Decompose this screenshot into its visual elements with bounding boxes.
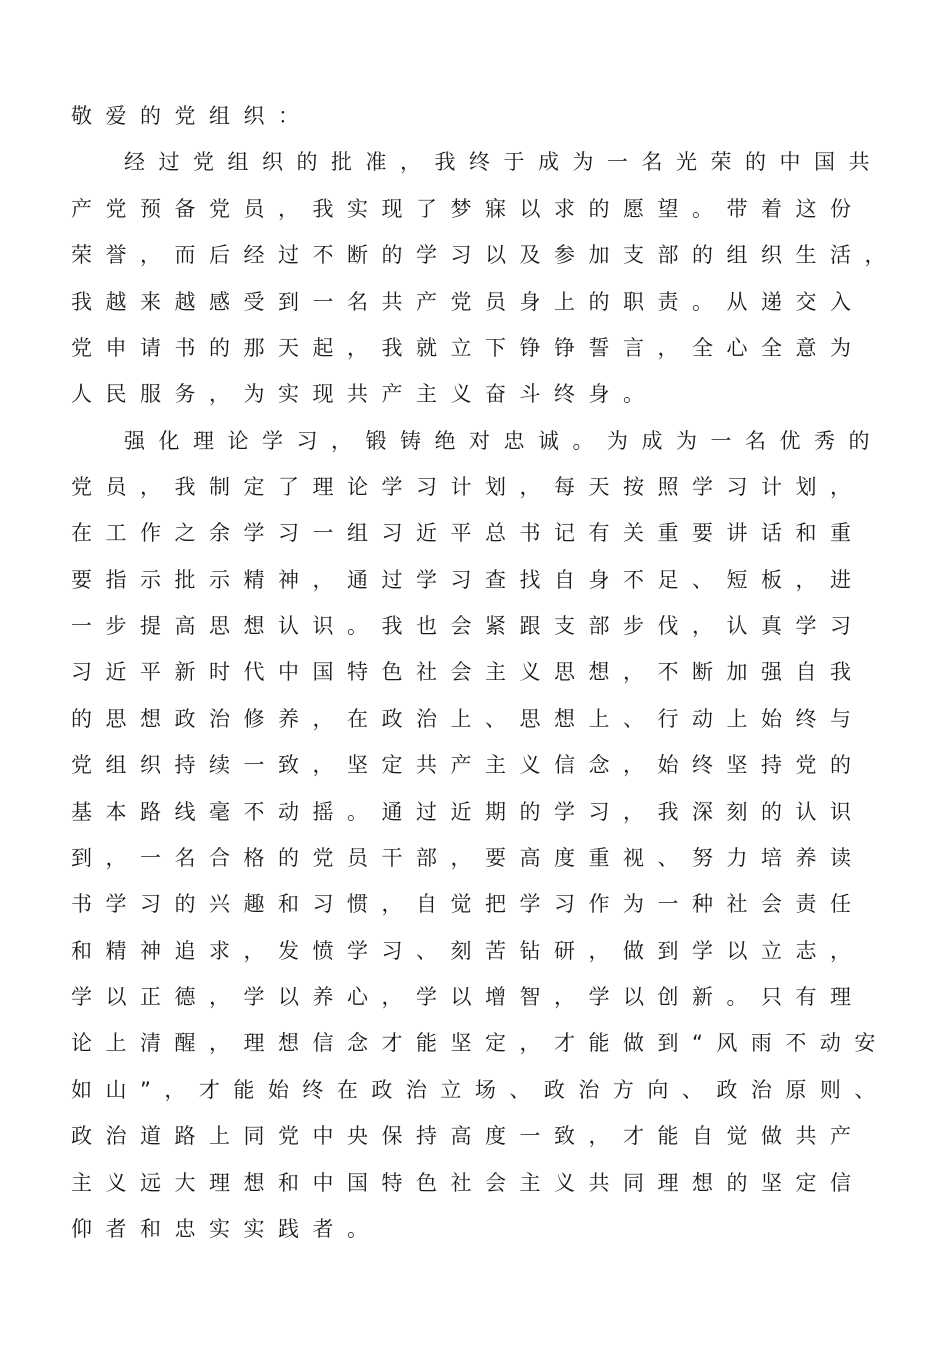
paragraph-2-line-2: 党员，我制定了理论学习计划，每天按照学习计划， [71, 475, 865, 499]
paragraph-2-line-16: 政治道路上同党中央保持高度一致，才能自觉做共产 [71, 1124, 865, 1148]
paragraph-2-line-15: 如山”，才能始终在政治立场、政治方向、政治原则、 [71, 1078, 889, 1102]
paragraph-2-line-1: 强化理论学习，锻铸绝对忠诚。为成为一名优秀的 [124, 429, 883, 453]
paragraph-2-line-3: 在工作之余学习一组习近平总书记有关重要讲话和重 [71, 521, 865, 545]
paragraph-2-line-10: 到，一名合格的党员干部，要高度重视、努力培养读 [71, 846, 865, 870]
paragraph-2-line-12: 和精神追求，发愤学习、刻苦钻研，做到学以立志， [71, 939, 865, 963]
paragraph-2-line-13: 学以正德，学以养心，学以增智，学以创新。只有理 [71, 985, 865, 1009]
salutation: 敬爱的党组织： [71, 104, 313, 128]
paragraph-1-line-5: 党申请书的那天起，我就立下铮铮誓言，全心全意为 [71, 336, 865, 360]
paragraph-1-line-3: 荣誉，而后经过不断的学习以及参加支部的组织生活， [71, 243, 899, 267]
paragraph-1-line-2: 产党预备党员，我实现了梦寐以求的愿望。带着这份 [71, 197, 865, 221]
paragraph-2-line-11: 书学习的兴趣和习惯，自觉把学习作为一种社会责任 [71, 892, 865, 916]
paragraph-2-line-4: 要指示批示精神，通过学习查找自身不足、短板，进 [71, 568, 865, 592]
paragraph-2-line-8: 党组织持续一致，坚定共产主义信念，始终坚持党的 [71, 753, 865, 777]
paragraph-2-line-5: 一步提高思想认识。我也会紧跟支部步伐，认真学习 [71, 614, 865, 638]
paragraph-2-line-7: 的思想政治修养，在政治上、思想上、行动上始终与 [71, 707, 865, 731]
paragraph-1-line-4: 我越来越感受到一名共产党员身上的职责。从递交入 [71, 290, 865, 314]
paragraph-1-line-6: 人民服务，为实现共产主义奋斗终身。 [71, 382, 658, 406]
paragraph-2-line-9: 基本路线毫不动摇。通过近期的学习，我深刻的认识 [71, 800, 865, 824]
paragraph-2-line-18: 仰者和忠实实践者。 [71, 1217, 382, 1241]
paragraph-1-line-1: 经过党组织的批准，我终于成为一名光荣的中国共 [124, 150, 883, 174]
paragraph-2-line-17: 主义远大理想和中国特色社会主义共同理想的坚定信 [71, 1171, 865, 1195]
paragraph-2-line-14: 论上清醒，理想信念才能坚定，才能做到“风雨不动安 [71, 1031, 889, 1055]
paragraph-2-line-6: 习近平新时代中国特色社会主义思想，不断加强自我 [71, 660, 865, 684]
